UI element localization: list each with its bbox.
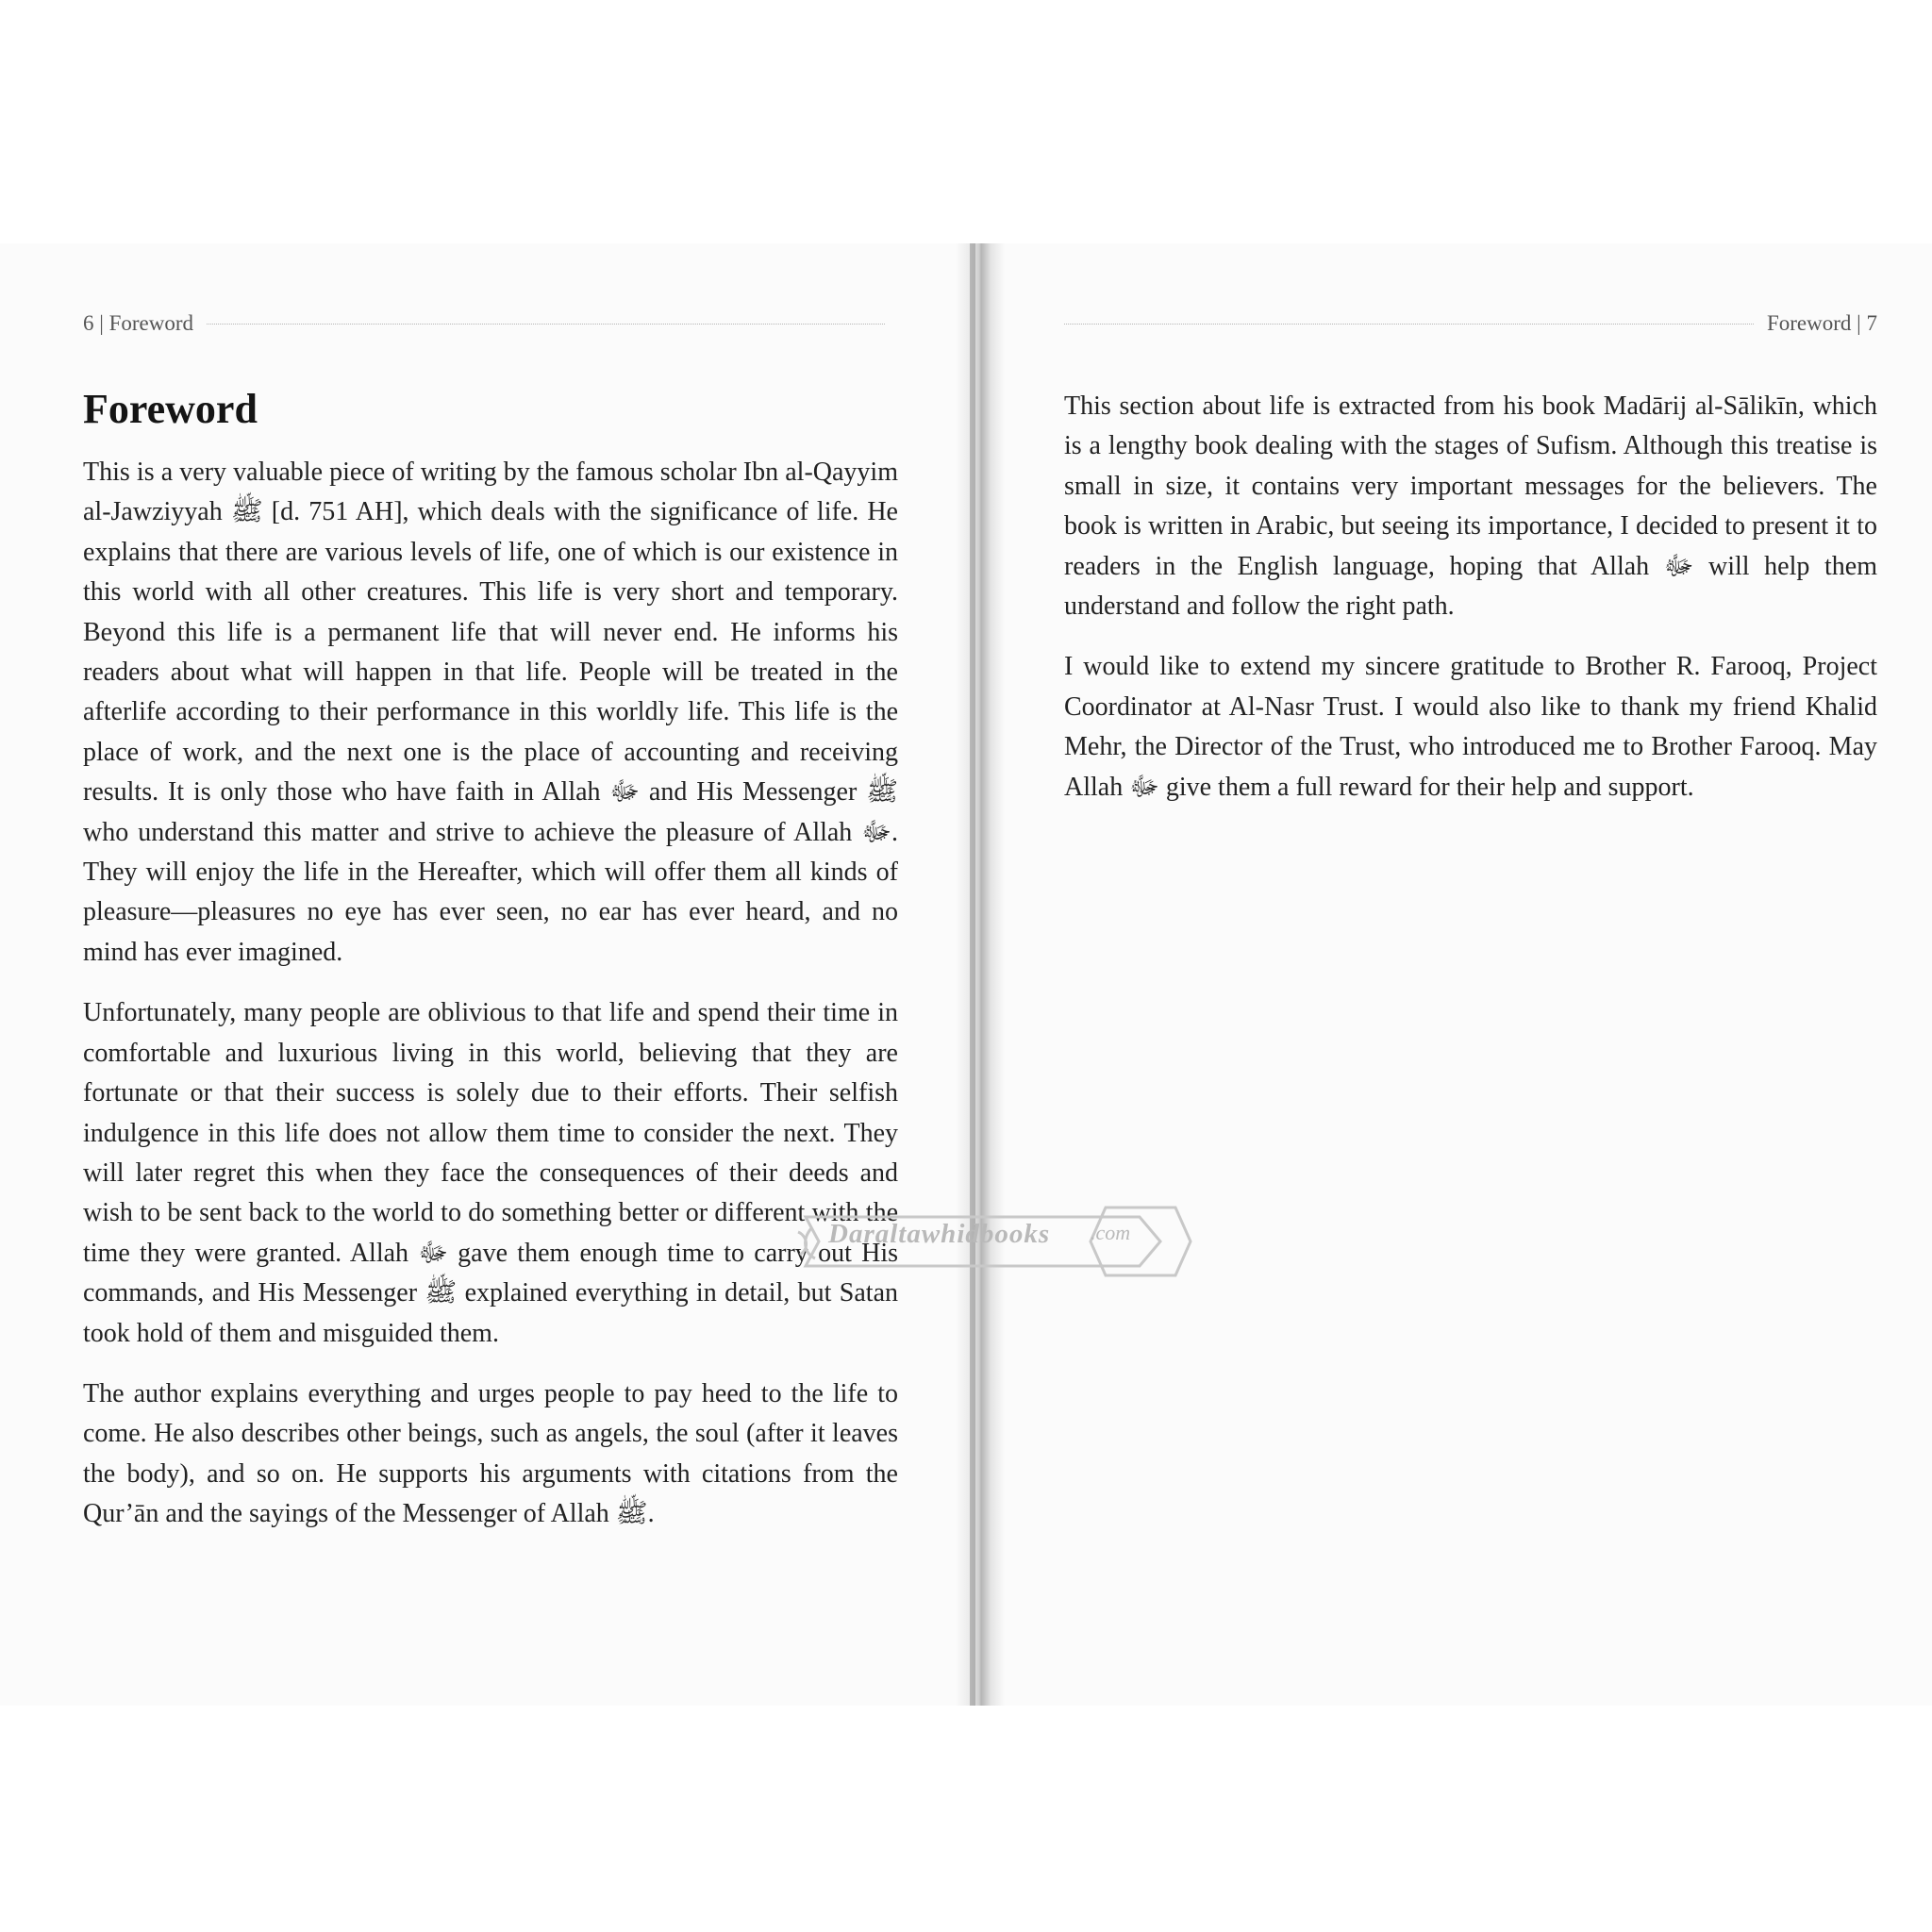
right-paragraph-1: This section about life is extracted from his book Madārij al-Sālikīn, which is a lengthy book dealing with the stages of Sufism. Although this treatise is small in size, it contains very important messages for the believers. The book is written in Arabic, but seeing its importance, I decided to present it to readers in the English language, hoping that Allah ﷻ will help them understand and follow the right path. <box>1064 391 1877 622</box>
watermark-suffix: .com <box>1091 1221 1131 1244</box>
left-running-head <box>83 309 898 338</box>
left-header-rule <box>207 324 885 325</box>
right-header-rule <box>1064 324 1754 325</box>
right-running-head <box>1064 309 1877 338</box>
book-gutter-shadow <box>956 243 1005 1706</box>
left-page <box>83 243 898 1706</box>
left-paragraph-1: This is a very valuable piece of writing by the famous scholar Ibn al-Qayyim al-Jawziyyah ﷺ [d. 751 AH], which deals with the significance of life. He explains that there are various levels of life, one of which is our existence in this world with all other creatures. This life is very short and temporary. Beyond this life is a permanent life that will never end. He informs his readers about what will happen in that life. People will be treated in the afterlife according to their performance in this worldly life. This life is the place of work, and the next one is the place of accounting and receiving results. It is only those who have faith in Allah ﷻ and His Messenger ﷺ who understand this matter and strive to achieve the pleasure of Allah ﷻ. They will enjoy the life in the Hereafter, which will offer them all kinds of pleasure—pleasures no eye has ever seen, no ear has ever heard, and no mind has ever imagined. <box>83 458 899 967</box>
right-running-head-text: Foreword | 7 <box>1766 311 1877 335</box>
watermark-text: Daraltawhidbooks <box>828 1219 1051 1249</box>
left-running-head-text: 6 | Foreword <box>83 311 194 335</box>
watermark <box>791 1194 1194 1289</box>
left-paragraph-2: Unfortunately, many people are oblivious to that life and spend their time in comfortable and luxurious living in this world, believing that they are fortunate or that their success is solely due to their efforts. Their selfish indulgence in this life does not allow them time to consider the next. They will later regret this when they face the consequences of their deeds and wish to be sent back to the world to do something better or different with the time they were granted. Allah ﷻ gave them enough time to carry out His commands, and His Messenger ﷺ explained everything in detail, but Satan took hold of them and misguided them. <box>83 998 899 1348</box>
right-page <box>1064 243 1877 1706</box>
book-spine-line <box>970 243 975 1706</box>
left-paragraph-3: The author explains everything and urges people to pay heed to the life to come. He also describes other beings, such as angels, the soul (after it leaves the body), and so on. He supports his arguments with citations from the Qur’ān and the sayings of the Messenger of Allah ﷺ. <box>83 1378 898 1529</box>
right-body-text <box>1064 387 1877 828</box>
chapter-title: Foreword <box>83 386 258 432</box>
left-body-text <box>83 453 898 1556</box>
book-spread <box>0 243 1932 1706</box>
right-paragraph-2: I would like to extend my sincere gratitude to Brother R. Farooq, Project Coordinator at Al-Nasr Trust. I would also like to thank my friend Khalid Mehr, the Director of the Trust, who introduced me to Brother Farooq. May Allah ﷻ give them a full reward for their help and support. <box>1064 652 1877 802</box>
